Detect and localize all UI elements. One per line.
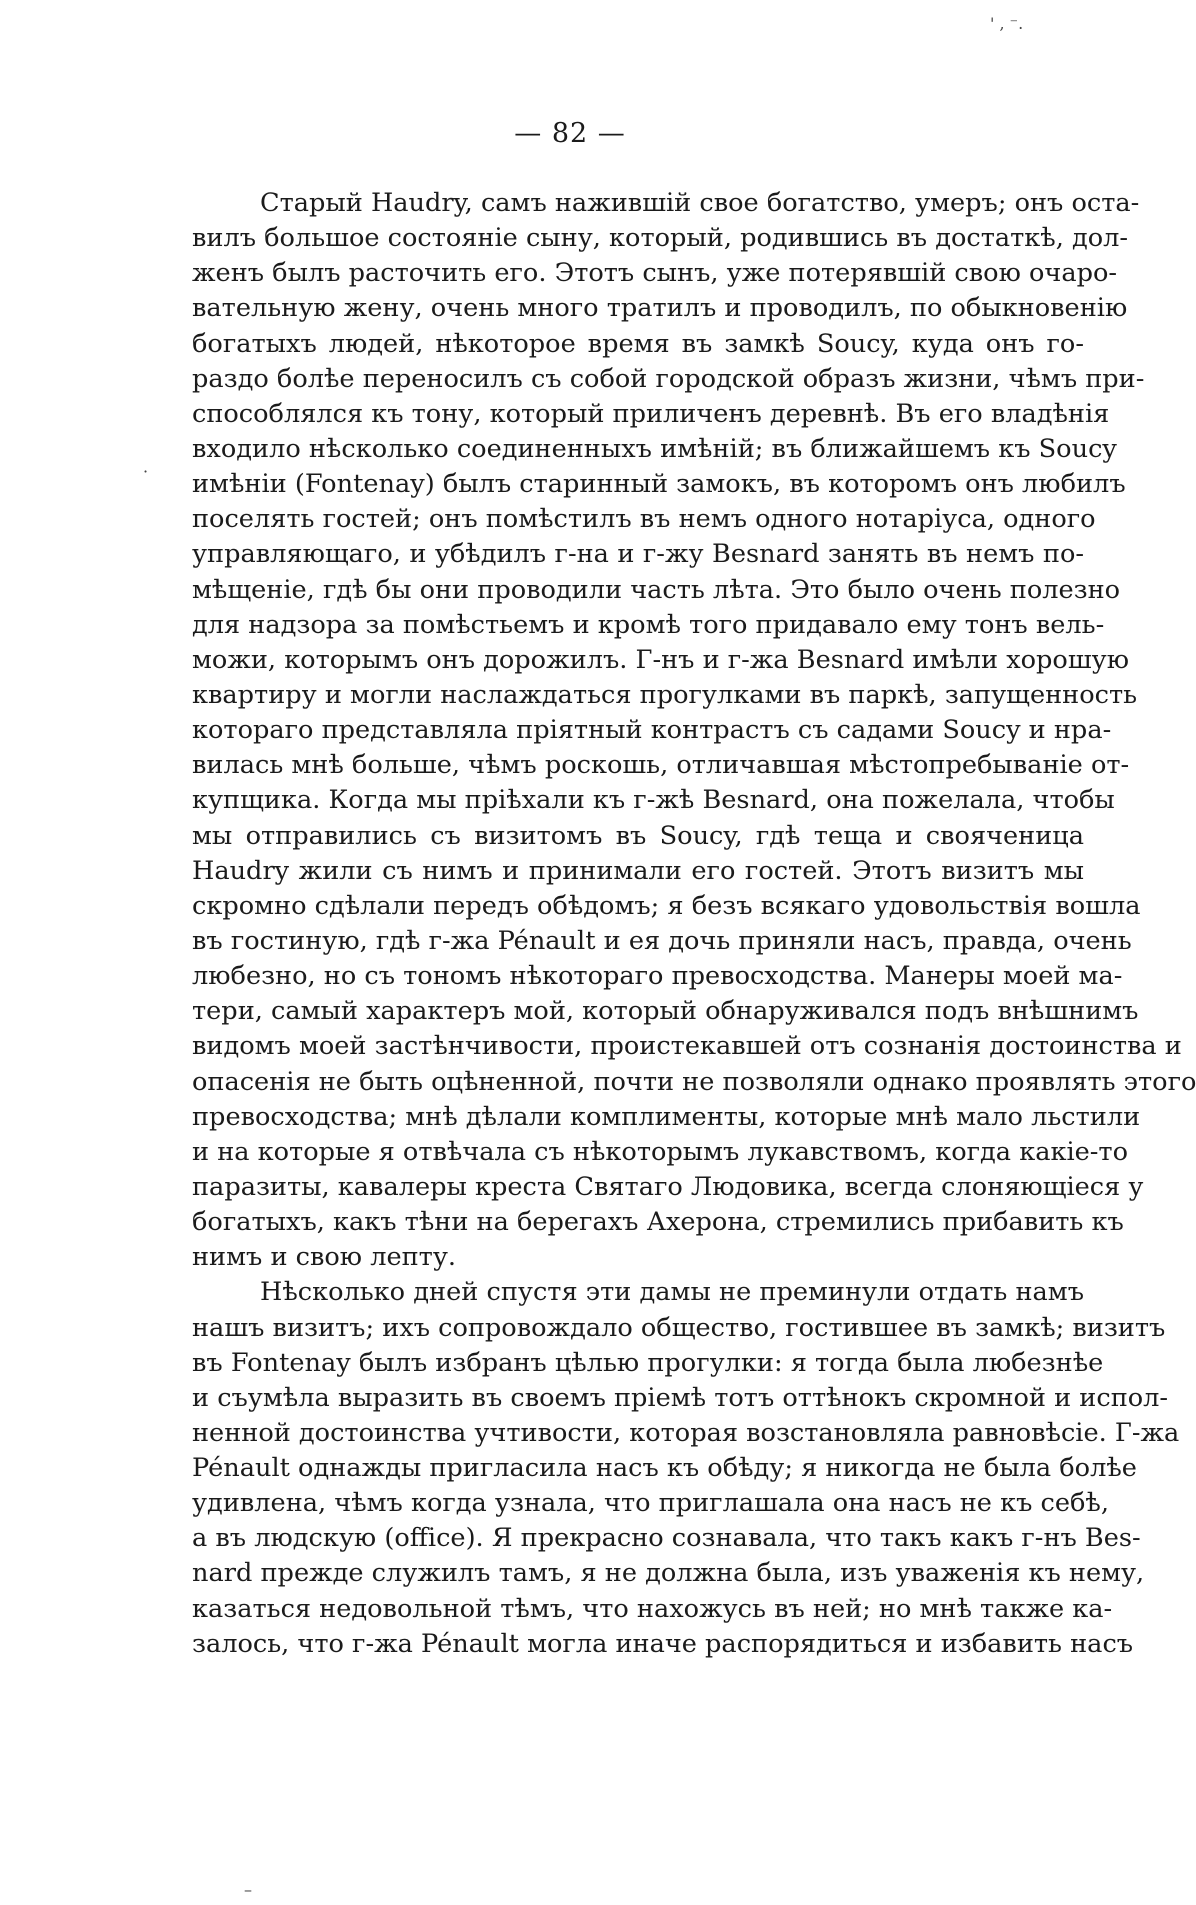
text-line: въ Fontenay былъ избранъ цѣлью прогулки: я тогда была любезнѣе <box>192 1347 1104 1378</box>
bottom-mark: – <box>244 1880 252 1899</box>
body-text <box>192 186 1196 1662</box>
text-line: скромно сдѣлали передъ обѣдомъ; я безъ всякаго удовольствія вошла <box>192 890 1141 921</box>
text-line: тери, самый характеръ мой, который обнаруживался подъ внѣшнимъ <box>192 996 1139 1027</box>
text-line: любезно, но съ тономъ нѣкотораго превосходства. Манеры моей ма- <box>192 961 1123 992</box>
text-line: Нѣсколько дней спустя эти дамы не преминули отдать намъ <box>260 1277 1084 1308</box>
text-line: купщика. Когда мы пріѣхали къ г-жѣ Besnard, она пожелала, чтобы <box>192 785 1115 816</box>
text-line: богатыхъ, какъ тѣни на берегахъ Ахерона, стремились прибавить къ <box>192 1207 1124 1238</box>
corner-marks: ' , ⁻. <box>990 14 1024 33</box>
text-line: нашъ визитъ; ихъ сопровождало общество, гостившее въ замкѣ; визитъ <box>192 1312 1166 1343</box>
text-line: превосходства; мнѣ дѣлали комплименты, которые мнѣ мало льстили <box>192 1101 1141 1132</box>
text-line: котораго представляла пріятный контрастъ съ садами Soucy и нра- <box>192 715 1112 746</box>
text-line: удивлена, чѣмъ когда узнала, что приглашала она насъ не къ себѣ, <box>192 1488 1109 1519</box>
text-line: казаться недовольной тѣмъ, что нахожусь въ ней; но мнѣ также ка- <box>192 1593 1113 1624</box>
text-line: и съумѣла выразить въ своемъ пріемѣ тотъ оттѣнокъ скромной и испол- <box>192 1382 1169 1413</box>
text-line: имѣніи (Fontenay) былъ старинный замокъ, въ которомъ онъ любилъ <box>192 469 1126 500</box>
text-line: поселять гостей; онъ помѣстилъ въ немъ одного нотаріуса, одного <box>192 504 1096 535</box>
text-line: мы отправились съ визитомъ въ Soucy, гдѣ теща и свояченица <box>192 820 1084 851</box>
text-line: Pénault однажды пригласила насъ къ обѣду; я никогда не была болѣе <box>192 1453 1137 1484</box>
text-line: паразиты, кавалеры креста Святаго Людовика, всегда слоняющіеся у <box>192 1171 1144 1202</box>
text-line: а въ людскую (office). Я прекрасно сознавала, что такъ какъ г-нъ Bes- <box>192 1523 1141 1554</box>
text-line: nard прежде служилъ тамъ, я не должна была, изъ уваженія къ нему, <box>192 1558 1145 1589</box>
text-line: способлялся къ тону, который приличенъ деревнѣ. Въ его владѣнія <box>192 398 1110 429</box>
text-line: нимъ и свою лепту. <box>192 1242 457 1273</box>
text-line: и на которые я отвѣчала съ нѣкоторымъ лукавствомъ, когда какіе-то <box>192 1136 1128 1167</box>
text-line: Haudry жили съ нимъ и принимали его гостей. Этотъ визитъ мы <box>192 855 1084 886</box>
text-line: залось, что г-жа Pénault могла иначе распорядиться и избавить насъ <box>192 1628 1134 1659</box>
text-line: въ гостиную, гдѣ г-жа Pénault и ея дочь приняли насъ, правда, очень <box>192 925 1132 956</box>
margin-mark: · <box>143 462 149 481</box>
text-line: вательную жену, очень много тратилъ и проводилъ, по обыкновенію <box>192 293 1128 324</box>
page-number: — 82 — <box>514 118 626 149</box>
text-line: можи, которымъ онъ дорожилъ. Г-нъ и г-жа Besnard имѣли хорошую <box>192 644 1129 675</box>
text-line: видомъ моей застѣнчивости, проистекавшей отъ сознанія достоинства и <box>192 1031 1182 1062</box>
paragraph <box>192 186 1196 1275</box>
text-line: опасенія не быть оцѣненной, почти не позволяли однако проявлять этого <box>192 1066 1196 1097</box>
text-line: вилась мнѣ больше, чѣмъ роскошь, отличавшая мѣстопребываніе от- <box>192 750 1130 781</box>
text-line: женъ былъ расточить его. Этотъ сынъ, уже потерявшій свою очаро- <box>192 258 1118 289</box>
text-line: ненной достоинства учтивости, которая возстановляла равновѣсіе. Г-жа <box>192 1417 1180 1448</box>
text-line: Старый Haudry, самъ нажившій свое богатство, умеръ; онъ оста- <box>260 188 1140 218</box>
text-line: для надзора за помѣстьемъ и кромѣ того придавало ему тонъ вель- <box>192 609 1105 640</box>
text-line: мѣщеніе, гдѣ бы они проводили часть лѣта. Это было очень полезно <box>192 574 1121 605</box>
text-line: вилъ большое состояніе сыну, который, родившись въ достаткѣ, дол- <box>192 223 1129 254</box>
text-line: входило нѣсколько соединенныхъ имѣній; въ ближайшемъ къ Soucy <box>192 433 1117 464</box>
text-line: квартиру и могли наслаждаться прогулками въ паркѣ, запущенность <box>192 679 1138 710</box>
text-line: богатыхъ людей, нѣкоторое время въ замкѣ Soucy, куда онъ го- <box>192 328 1084 359</box>
text-line: управляющаго, и убѣдилъ г-на и г-жу Besnard занять въ немъ по- <box>192 539 1084 570</box>
text-line: раздо болѣе переносилъ съ собой городской образъ жизни, чѣмъ при- <box>192 363 1145 394</box>
paragraph <box>192 1275 1180 1662</box>
